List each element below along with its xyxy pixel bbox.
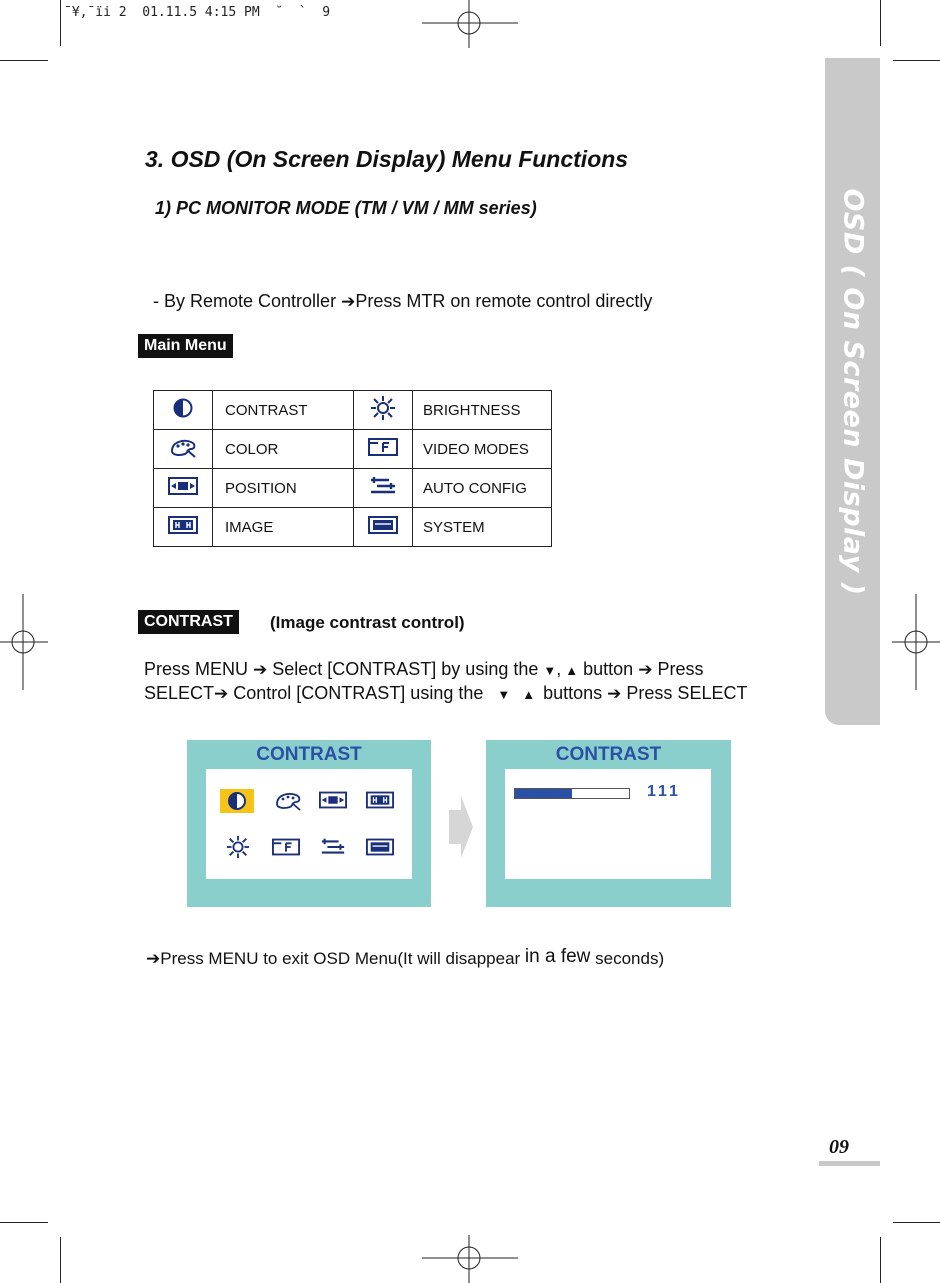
contrast-label: CONTRAST [138,610,239,634]
image-icon [154,508,213,547]
menu-item-label: BRIGHTNESS [413,391,552,430]
menu-item-label: CONTRAST [213,391,354,430]
image-icon [366,790,394,815]
registration-mark [422,0,518,48]
instruction-text: Press MENU [144,659,254,679]
arrow-right-icon: ➔ [253,660,268,679]
instruction-text: SELECT [144,683,215,703]
page-number-bar [819,1161,880,1166]
section-title: 3. OSD (On Screen Display) Menu Functions [145,146,629,172]
color-icon [274,789,302,816]
table-row [154,469,552,508]
arrow-right-icon: ➔ [146,949,161,968]
crop-mark [880,1237,881,1283]
instruction-text: buttons [543,683,608,703]
crop-mark [0,60,48,61]
crop-mark [60,1237,61,1283]
system-icon [366,837,394,862]
contrast-instruction-line-1 [144,659,703,680]
osd-contrast-screen [486,740,731,907]
system-icon [354,508,413,547]
instruction-text: in a few [524,946,591,967]
video-modes-icon [354,430,413,469]
subsection-title: 1) PC MONITOR MODE (TM / VM / MM series) [155,198,537,218]
instruction-text: Press MENU to exit OSD Menu(It will disappear [160,949,525,968]
menu-item-label: IMAGE [213,508,354,547]
osd-adjust-area [505,769,711,879]
instruction-text: , [556,659,562,679]
crop-mark [0,1222,48,1223]
main-menu-label: Main Menu [138,334,233,358]
down-triangle-icon: ▼ [497,687,511,702]
down-triangle-icon: ▼ [543,663,557,678]
osd-title: CONTRAST [256,744,362,765]
auto-config-icon [320,836,346,863]
page-number: 09 [829,1136,849,1158]
contrast-value: 111 [647,783,681,800]
table-row [154,391,552,430]
crop-mark [893,60,940,61]
position-icon [319,790,347,815]
osd-icon-grid [206,769,412,879]
contrast-instruction-line-2 [144,683,747,704]
table-row [154,430,552,469]
menu-item-label: POSITION [213,469,354,508]
instruction-text: button [578,659,639,679]
side-tab-label: OSD ( On Screen Display ) [837,187,868,596]
instruction-text: Press [652,659,704,679]
instruction-text: Select [CONTRAST] by using the [267,659,544,679]
instruction-text: seconds) [590,949,665,968]
registration-mark [892,594,940,690]
registration-mark [0,594,48,690]
osd-main-menu-screen [187,740,431,907]
print-header: ¯¥,¯ïi 2 01.11.5 4:15 PM ˘ ` 9 [64,5,331,20]
side-tab [825,58,880,725]
contrast-icon [154,391,213,430]
registration-mark [422,1235,518,1283]
remote-prefix: - By Remote Controller [153,291,342,311]
instruction-text: Control [CONTRAST] using the [228,683,484,703]
auto-config-icon [354,469,413,508]
remote-instruction [153,291,652,312]
up-triangle-icon: ▲ [565,663,579,678]
menu-item-label: SYSTEM [413,508,552,547]
transition-arrow-icon [449,796,473,858]
position-icon [154,469,213,508]
arrow-right-icon: ➔ [638,660,653,679]
brightness-icon [354,391,413,430]
main-menu-table [153,390,552,547]
contrast-level-bar [514,788,630,799]
osd-title: CONTRAST [555,744,662,765]
menu-item-label: VIDEO MODES [413,430,552,469]
contrast-icon [220,789,254,813]
menu-item-label: AUTO CONFIG [413,469,552,508]
crop-mark [893,1222,940,1223]
crop-mark [880,0,881,46]
video-modes-icon [272,837,300,862]
brightness-icon [226,835,250,864]
contrast-level-fill [515,789,572,798]
arrow-right-icon: ➔ [214,684,229,703]
table-row [154,508,552,547]
menu-item-label: COLOR [213,430,354,469]
color-icon [154,430,213,469]
contrast-description: (Image contrast control) [270,613,465,632]
arrow-right-icon: ➔ [607,684,622,703]
arrow-right-icon: ➔ [341,292,356,311]
remote-text: Press MTR on remote control directly [355,291,653,311]
exit-instruction [146,948,664,970]
crop-mark [60,0,61,46]
up-triangle-icon: ▲ [522,687,536,702]
instruction-text: Press SELECT [621,683,748,703]
